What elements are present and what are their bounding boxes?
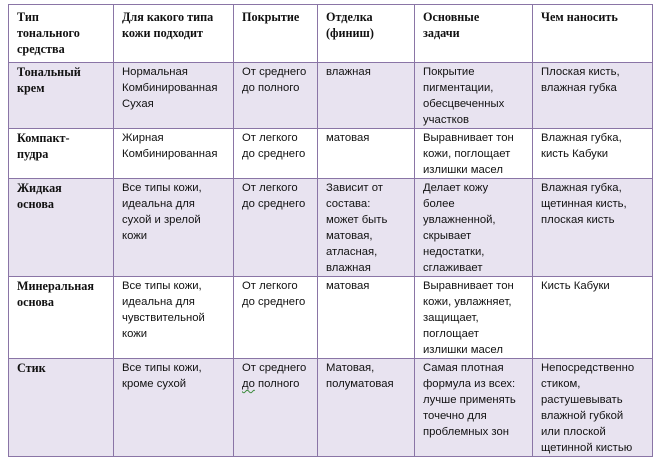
- table-row: [9, 277, 653, 359]
- header-cell-type: Тип тонального средства: [9, 5, 114, 63]
- row-type-cell: Тональный крем: [9, 63, 114, 129]
- table-row: [9, 63, 653, 129]
- skin-cell: Все типы кожи, кроме сухой: [114, 359, 234, 457]
- header-cell-tasks: Основные задачи: [415, 5, 533, 63]
- finish-cell: влажная: [318, 63, 415, 129]
- row-type-cell: Стик: [9, 359, 114, 457]
- finish-cell: Матовая, полуматовая: [318, 359, 415, 457]
- tasks-cell: Делает кожу более увлажненной, скрывает недостатки, сглаживает: [415, 179, 533, 277]
- coverage-line-2-rest: полного: [254, 378, 300, 390]
- skin-cell: Все типы кожи, идеальна для сухой и зрелой кожи: [114, 179, 234, 277]
- header-cell-finish: Отделка (финиш): [318, 5, 415, 63]
- apply-cell: Влажная губка, щетинная кисть, плоская кисть: [533, 179, 653, 277]
- coverage-cell: От легкого до среднего: [234, 179, 318, 277]
- header-row: [9, 5, 653, 63]
- table-row: [9, 129, 653, 179]
- finish-cell: матовая: [318, 129, 415, 179]
- table-row: [9, 359, 653, 457]
- header-cell-skin: Для какого типа кожи подходит: [114, 5, 234, 63]
- row-type-cell: Компакт- пудра: [9, 129, 114, 179]
- finish-cell: Зависит от состава: может быть матовая, атласная, влажная: [318, 179, 415, 277]
- header-cell-coverage: Покрытие: [234, 5, 318, 63]
- cosmetics-comparison-table: [8, 4, 653, 457]
- row-type-cell: Минеральная основа: [9, 277, 114, 359]
- apply-cell: Кисть Кабуки: [533, 277, 653, 359]
- coverage-cell: От легкого до среднего: [234, 277, 318, 359]
- coverage-cell: От легкого до среднего: [234, 129, 318, 179]
- apply-cell: Влажная губка, кисть Кабуки: [533, 129, 653, 179]
- skin-cell: Все типы кожи, идеальна для чувствительной кожи: [114, 277, 234, 359]
- tasks-cell: Выравнивает тон кожи, поглощает излишки масел: [415, 129, 533, 179]
- header-cell-apply: Чем наносить: [533, 5, 653, 63]
- apply-cell: Непосредственно стиком, растушевывать влажной губкой или плоской щетинной кистью: [533, 359, 653, 457]
- table-row: [9, 179, 653, 277]
- coverage-cell: От среднего до полного: [234, 63, 318, 129]
- coverage-line-2: [242, 378, 299, 390]
- tasks-cell: Самая плотная формула из всех: лучше применять точечно для проблемных зон: [415, 359, 533, 457]
- finish-cell: матовая: [318, 277, 415, 359]
- apply-cell: Плоская кисть, влажная губка: [533, 63, 653, 129]
- coverage-cell: [234, 359, 318, 457]
- spellcheck-underlined-word: до: [242, 378, 255, 390]
- tasks-cell: Выравнивает тон кожи, увлажняет, защищает, поглощает излишки масел: [415, 277, 533, 359]
- skin-cell: Нормальная Комбинированная Сухая: [114, 63, 234, 129]
- row-type-cell: Жидкая основа: [9, 179, 114, 277]
- coverage-line-1: От среднего: [242, 362, 307, 374]
- tasks-cell: Покрытие пигментации, обесцвеченных участков: [415, 63, 533, 129]
- skin-cell: Жирная Комбинированная: [114, 129, 234, 179]
